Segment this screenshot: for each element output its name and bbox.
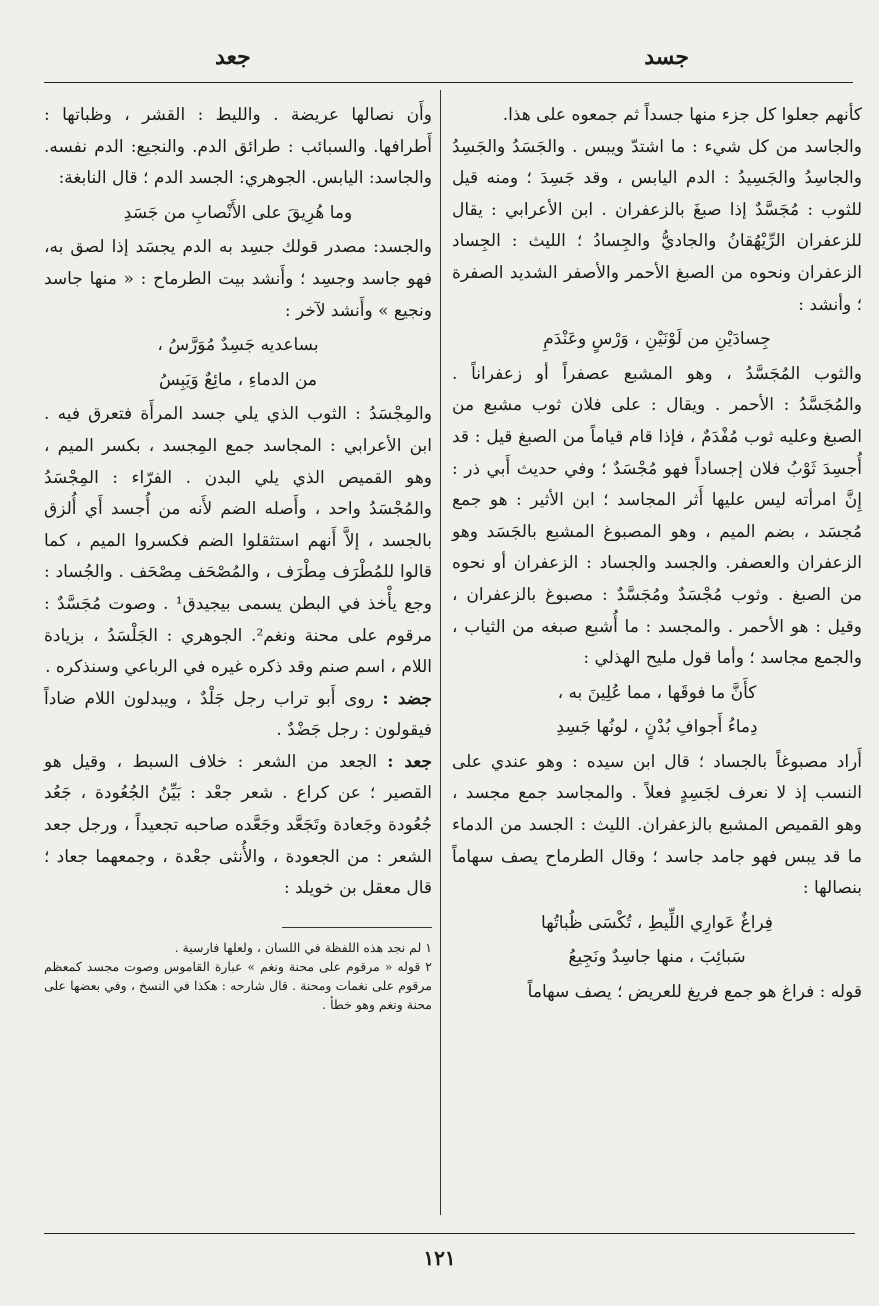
footer-rule — [44, 1233, 855, 1234]
paragraph: والجسد: مصدر قولك جسِد به الدم يجسَد إذا لصق به، فهو جاسد وجسِد ؛ وأَنشد بيت الطرماح : « منها جاسد ونجيع » وأَنشد لآخر : — [44, 237, 432, 321]
paragraph: كأنهم جعلوا كل جزء منها جسداً ثم جمعوه على هذا. — [502, 105, 862, 125]
entry-text: روى أَبو تراب رجل جَلْدٌ ، ويبدلون اللام ضاداً فيقولون : رجل جَضْدٌ . — [44, 688, 432, 741]
footnote: ١ لم نجد هذه اللفظة في اللسان ، ولعلها فارسية . — [174, 939, 432, 955]
verse-line: فِراغٌ عَوارِي اللِّيطِ ، تُكْسَى ظُباتُها — [541, 912, 773, 933]
page-number: ١٢١ — [423, 1246, 456, 1270]
verse-line: دِماءُ أَجوافِ بُدْنٍ ، لونُها جَسِدِ — [556, 717, 758, 738]
verse-line: كأَنَّ ما فوقَها ، مما عُلِينَ به ، — [557, 682, 757, 703]
entry-jad — [44, 747, 432, 905]
entry-jadd — [44, 684, 432, 747]
column-divider — [440, 90, 441, 1215]
paragraph: أَراد مصبوغاً بالجساد ؛ قال ابن سيده : وهو عندي على النسب إذ لا نعرف لجَسِدٍ فعلاً . والمجاسد جمع مجسد ، وهو القميص المشبع بالزعفران. الليث : الجسد من الدماء ما قد يبس فهو جامد جاسد ؛ وقال الطرماح يصف سهاماً بنصالها : — [452, 751, 862, 899]
header-rule — [44, 82, 853, 83]
entry-headword: جضد : — [382, 688, 433, 709]
verse-line: سَبائِبَ ، منها جاسِدٌ ونَجِيعُ — [568, 947, 746, 968]
right-column — [452, 100, 862, 1009]
entry-text: الجعد من الشعر : خلاف السبط ، وقيل هو القصير ؛ عن كراع . شعر جعْد : بَيِّنُ الجُعُودة ، جَعُد جُعُودة وجَعادة وتَجَعَّد وجَعَّده صاحبه تجعيداً ، ورجل جعد الشعر : من الجعودة ، والأُنثى جعْدة ، وجمعهما جعاد ؛ قال معقل بن خويلد : — [44, 751, 432, 899]
verse-line: وما هُرِيقَ على الأَنْصابِ من جَسَدِ — [123, 202, 353, 223]
paragraph: قوله : فراغ هو جمع فريغ للعريض ؛ يصف سهاماً — [527, 982, 862, 1003]
paragraph: وأَن نصالها عريضة . والليط : القشر ، وظباتها : أَطرافها. والسبائب : طرائق الدم. والنجيع: الدم نفسه. والجاسد: اليابس. الجوهري: الجسد الدم ؛ قال النابغة: — [44, 105, 432, 189]
paragraph: والجاسد من كل شيء : ما اشتدّ ويبس . والجَسَدُ والجَسِدُ والجاسِدُ والجَسِيدُ : الدم اليابس ، وقد جَسِدَ ؛ ومنه قيل للثوب : مُجَسَّدٌ إذا صبغَ بالزعفران . ابن الأعرابي : يقال للزعفران الرِّيْهُقانُ والجاديُّ والجِسادُ ؛ الليث : الجِساد الزعفران ونحوه من الصبغ الأحمر والأصفر الشديد الصفرة ؛ وأنشد : — [452, 136, 862, 315]
header-keyword-right: جسد — [644, 44, 689, 70]
header-keyword-left: جعد — [215, 44, 251, 70]
verse-line: بساعديه جَسِدٌ مُوَرَّسُ ، — [157, 335, 319, 356]
footnote: ٢ قوله « مرقوم على محنة ونغم » عبارة القاموس وصوت مجسد كمعظم مرقوم على نغمات ومحنة . قال شارحه : هكذا في النسخ ، وفي بعضها على محنة ونغم وهو خطأ . — [44, 958, 432, 1012]
entry-headword: جعد : — [387, 751, 433, 772]
verse-line: جِسادَيْنِ من لَوْنَيْنِ ، وَرْسٍ وعَنْدَمِ — [543, 329, 771, 350]
footnotes — [44, 938, 432, 1014]
paragraph: والمِجْسَدُ : الثوب الذي يلي جسد المرأَة فتعرق فيه . ابن الأعرابي : المجاسد جمع المِجسد ، بكسر الميم ، وهو القميص الذي يلي البدن . الفرّاء : المِجْسَدُ والمُجْسَدُ واحد ، وأَصله الضم لأَنه من أُجسد أَي أُلزق بالجسد ، إلاَّ أَنهم استثقلوا الضم فكسروا الميم ، كما قالوا للمُطْرَف مِطْرَف ، والمُصْحَف مِصْحَف . والجُساد : وجع يأْخذ في البطن يسمى بيجيدق¹ . وصوت مُجَسَّدٌ : مرقوم على محنة ونغم². الجوهري : الجَلْسَدُ ، بزيادة اللام ، اسم صنم وقد ذكره غيره في الرباعي وسنذكره . — [44, 404, 432, 678]
verse-line: من الدماءِ ، مائِعٌ وَيَبِسُ — [158, 369, 318, 390]
paragraph: والثوب المُجَسَّدُ ، وهو المشبع عصفراً أو زعفراناً . والمُجَسَّدُ : الأحمر . ويقال : على فلان ثوب مشبع من الصبغ وعليه ثوب مُفْدَمٌ ، فإذا قام قياماً من الصبغ قيل : قد أُجسِدَ ثَوْبُ فلان إجساداً فهو مُجْسَدٌ ؛ وفي حديث أَبي ذر : إِنَّ امرأته ليس عليها أَثر المجاسد ؛ ابن الأثير : هو جمع مُجسَد ، بضم الميم ، وهو المصبوغ المشبع بالجَسَد وهو الزعفران والعصفر. والجسد والجساد : الزعفران أو نحوه من الصبغ . وثوب مُجْسَدٌ ومُجَسَّدٌ : مصبوغ بالزعفران ، وقيل : هو الأحمر . والمجسد : ما أُشبع صبغه من الثياب ، والجمع مجاسد ؛ وأما قول مليح الهذلي : — [452, 363, 862, 669]
footnote-rule — [282, 927, 432, 928]
left-column — [44, 100, 432, 1014]
